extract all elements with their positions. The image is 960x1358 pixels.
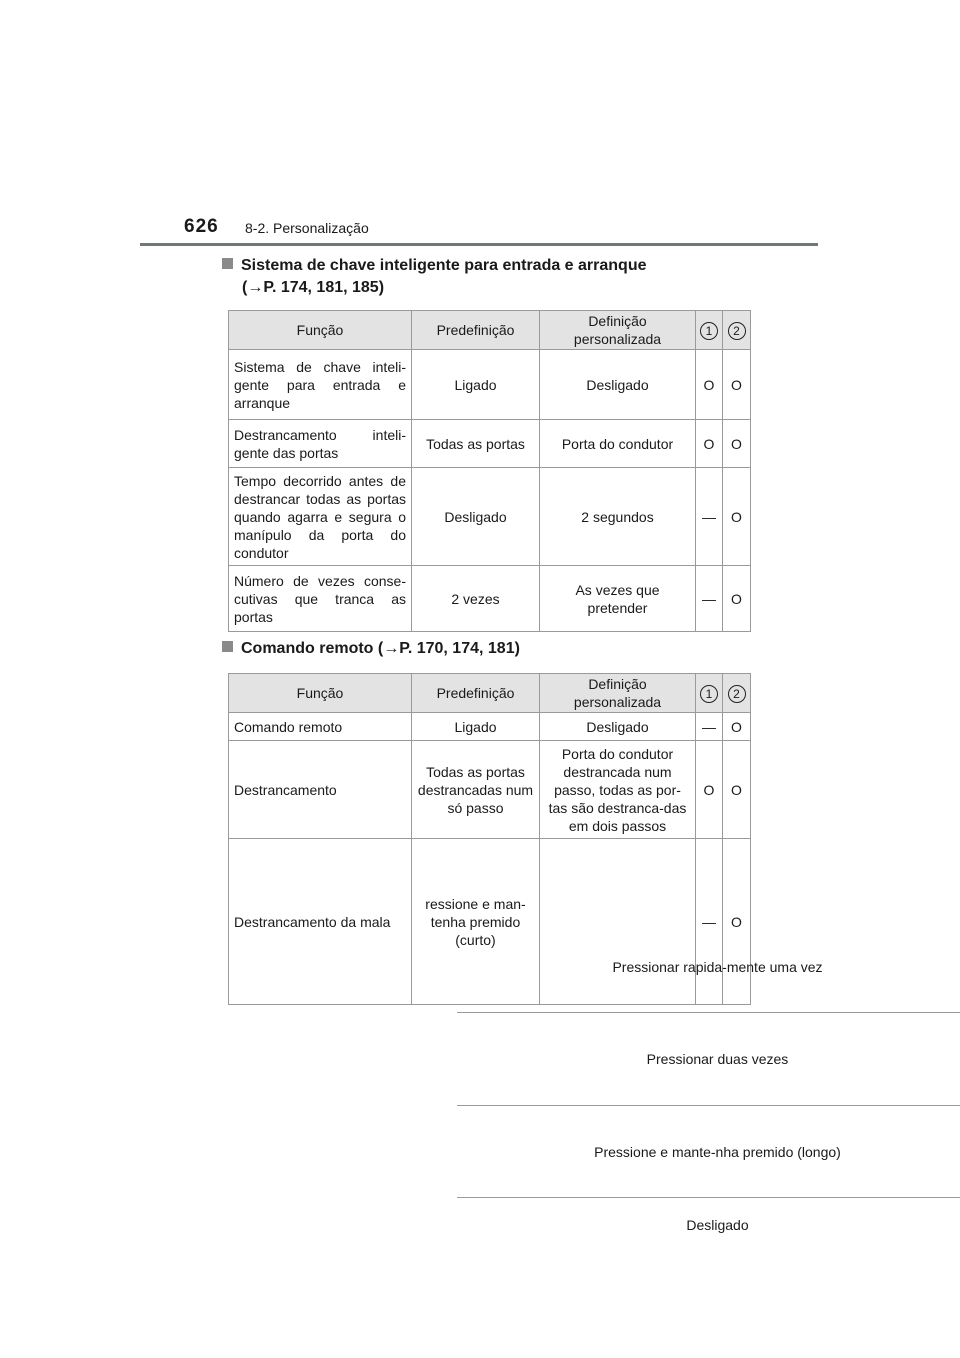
- cell-funcao: Destrancamento inteli-gente das portas: [229, 420, 412, 468]
- header-col-1: [696, 674, 723, 713]
- cell-funcao: Sistema de chave inteli-gente para entrada e arranque: [229, 350, 412, 420]
- heading-smart-key: [222, 255, 647, 299]
- cell-definicao: Porta do condutor destrancada num passo, todas as por-tas são destranca-das em dois passos: [540, 741, 696, 839]
- circled-2-icon: 2: [728, 685, 746, 703]
- page-number: 626: [184, 216, 219, 237]
- heading-remote-ref: P. 170, 174, 181): [399, 640, 520, 657]
- table-row: [229, 741, 751, 839]
- cell-col-2: O: [723, 741, 751, 839]
- table-header-row: [229, 311, 751, 350]
- cell-definicao-options: [540, 839, 841, 1234]
- remote-table: [228, 673, 841, 1234]
- header-predefinicao: Predefinição: [412, 311, 540, 350]
- option-item: Pressione e mante-nha premido (longo): [457, 1105, 960, 1198]
- cell-funcao: Destrancamento: [229, 741, 412, 839]
- cell-col-2: O: [723, 468, 751, 566]
- option-item: Desligado: [686, 1217, 749, 1234]
- circled-1-icon: 1: [700, 685, 718, 703]
- cell-predefinicao: Todas as portas destrancadas num só passo: [412, 741, 540, 839]
- heading-remote-title: Comando remoto (: [241, 640, 384, 657]
- table-row: [229, 350, 751, 420]
- cell-predefinicao: Ligado: [412, 350, 540, 420]
- square-bullet-icon: [222, 641, 233, 652]
- cell-predefinicao: Todas as portas: [412, 420, 540, 468]
- cell-col-2: O: [723, 566, 751, 632]
- table-row: [229, 420, 751, 468]
- table-row: [229, 468, 751, 566]
- header-definicao-personalizada: Definição personalizada: [540, 311, 696, 350]
- cell-definicao: Desligado: [540, 713, 696, 741]
- cell-funcao: Número de vezes conse-cutivas que tranca as portas: [229, 566, 412, 632]
- cell-funcao: Comando remoto: [229, 713, 412, 741]
- cell-col-2: O: [723, 350, 751, 420]
- cell-predefinicao: Desligado: [412, 468, 540, 566]
- option-item: Pressionar duas vezes: [457, 1012, 960, 1105]
- cell-definicao: As vezes que pretender: [540, 566, 696, 632]
- table-row: [229, 713, 751, 741]
- smart-key-table: [228, 310, 751, 632]
- cell-funcao: Destrancamento da mala: [229, 839, 412, 1005]
- cell-col-1: —: [696, 468, 723, 566]
- cell-col-1: O: [696, 420, 723, 468]
- header-funcao: Função: [229, 311, 412, 350]
- options-list: [457, 922, 960, 1253]
- arrow-right-icon: →: [383, 640, 400, 657]
- circled-2-icon: 2: [728, 322, 746, 340]
- cell-definicao: Desligado: [540, 350, 696, 420]
- header-col-2: [723, 674, 751, 713]
- arrow-right-icon: →: [247, 279, 264, 296]
- cell-col-1: —: [696, 566, 723, 632]
- table-header-row: [229, 674, 751, 713]
- heading-smart-key-title: Sistema de chave inteligente para entrada e arranque: [241, 257, 647, 274]
- circled-1-icon: 1: [700, 322, 718, 340]
- cell-col-1: —: [696, 839, 723, 1005]
- cell-predefinicao: Ligado: [412, 713, 540, 741]
- cell-col-2: O: [723, 713, 751, 741]
- cell-predefinicao: ressione e man-tenha premido (curto): [412, 839, 540, 1005]
- section-label: 8-2. Personalização: [245, 220, 369, 236]
- cell-col-2: O: [723, 839, 751, 1005]
- heading-smart-key-ref: (→P. 174, 181, 185): [242, 279, 385, 296]
- square-bullet-icon: [222, 258, 233, 269]
- header-col-1: [696, 311, 723, 350]
- heading-remote: [222, 638, 520, 660]
- cell-col-1: —: [696, 713, 723, 741]
- table-row: [229, 839, 751, 1005]
- table-row: [229, 566, 751, 632]
- cell-predefinicao: 2 vezes: [412, 566, 540, 632]
- cell-funcao: Tempo decorrido antes de destrancar todas as portas quando agarra e segura o manípulo da porta do condutor: [229, 468, 412, 566]
- header-definicao-personalizada: Definição personalizada: [540, 674, 696, 713]
- option-item: Pressionar rapida-mente uma vez: [457, 922, 960, 1013]
- cell-col-2: O: [723, 420, 751, 468]
- header-col-2: [723, 311, 751, 350]
- cell-definicao: Porta do condutor: [540, 420, 696, 468]
- cell-col-1: O: [696, 350, 723, 420]
- cell-col-1: O: [696, 741, 723, 839]
- header-funcao: Função: [229, 674, 412, 713]
- cell-definicao: 2 segundos: [540, 468, 696, 566]
- header-rule: [140, 243, 818, 246]
- header-predefinicao: Predefinição: [412, 674, 540, 713]
